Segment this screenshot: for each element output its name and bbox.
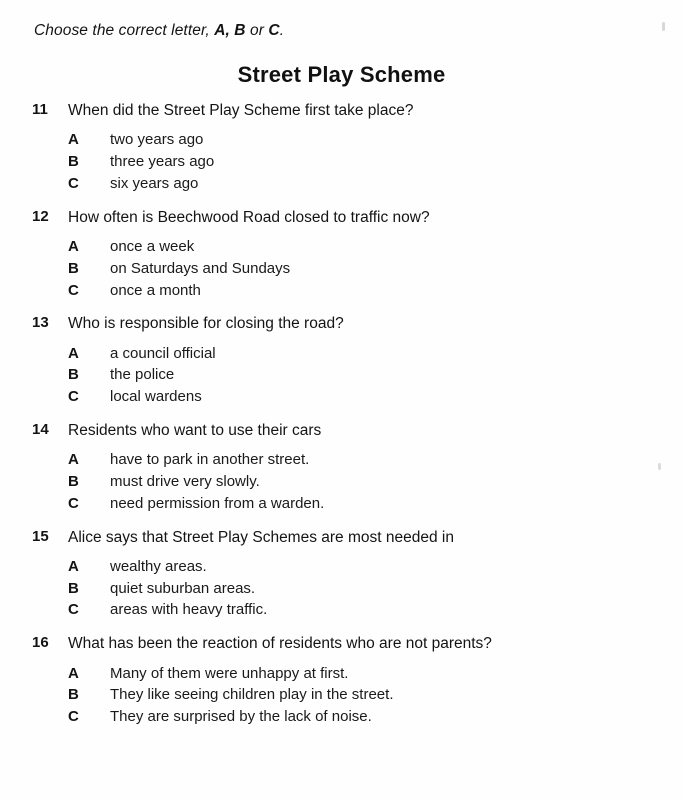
instruction-conjunction: or	[245, 22, 269, 39]
question-number: 13	[32, 314, 49, 332]
question-text: Alice says that Street Play Schemes are most needed in	[68, 528, 454, 546]
option-row[interactable]	[30, 258, 653, 280]
question-block	[30, 208, 653, 302]
option-list	[30, 556, 653, 621]
option-letter: B	[68, 259, 79, 277]
page-title: Street Play Scheme	[237, 62, 446, 87]
question-block	[30, 634, 653, 728]
question-header	[30, 101, 653, 120]
option-row[interactable]	[30, 706, 653, 728]
option-row[interactable]	[30, 493, 653, 515]
option-row[interactable]	[30, 663, 653, 685]
option-row[interactable]	[30, 471, 653, 493]
option-letter: C	[68, 494, 79, 512]
option-text: the police	[110, 366, 175, 384]
option-text: once a week	[110, 238, 195, 255]
option-text: quiet suburban areas.	[110, 579, 256, 597]
question-number: 11	[32, 101, 48, 118]
option-list	[30, 663, 653, 728]
option-letter: A	[68, 557, 79, 575]
option-letter: A	[68, 451, 79, 469]
option-text: once a month	[110, 281, 201, 299]
option-list	[30, 236, 653, 301]
question-number: 14	[32, 420, 49, 438]
option-letter: C	[68, 388, 79, 406]
option-text: local wardens	[110, 388, 202, 406]
instruction-letter-c: C	[268, 22, 280, 39]
option-text: two years ago	[110, 131, 204, 149]
option-text: areas with heavy traffic.	[110, 601, 268, 619]
question-text: Residents who want to use their cars	[68, 421, 322, 439]
option-list	[30, 449, 653, 514]
question-number: 16	[32, 634, 49, 652]
option-text: They are surprised by the lack of noise.	[110, 708, 372, 725]
option-list	[30, 129, 653, 194]
option-row[interactable]	[30, 343, 653, 365]
option-text: six years ago	[110, 174, 199, 192]
option-letter: A	[68, 238, 79, 255]
scan-artifact-top	[662, 22, 665, 31]
scan-artifact-middle	[658, 463, 661, 470]
question-block	[30, 421, 653, 515]
question-block	[30, 101, 653, 195]
option-text: Many of them were unhappy at first.	[110, 664, 349, 682]
option-letter: B	[68, 366, 79, 384]
option-row[interactable]	[30, 386, 653, 408]
instruction-letters-ab: A, B	[214, 22, 246, 39]
option-letter: C	[68, 174, 79, 192]
option-row[interactable]	[30, 173, 653, 195]
question-text: What has been the reaction of residents who are not parents?	[68, 635, 492, 653]
option-list	[30, 343, 653, 408]
option-letter: C	[68, 601, 79, 619]
option-letter: C	[68, 281, 79, 299]
option-row[interactable]	[30, 449, 653, 471]
option-text: three years ago	[110, 153, 215, 171]
option-text: on Saturdays and Sundays	[110, 259, 291, 277]
option-letter: B	[68, 579, 79, 597]
option-row[interactable]	[30, 364, 653, 386]
question-number: 15	[32, 527, 49, 545]
option-text: a council official	[110, 344, 216, 362]
option-row[interactable]	[30, 151, 653, 173]
option-row[interactable]	[30, 684, 653, 706]
option-text: They like seeing children play in the street.	[110, 686, 394, 704]
option-row[interactable]	[30, 280, 653, 302]
option-row[interactable]	[30, 129, 653, 151]
option-text: have to park in another street.	[110, 451, 310, 469]
instruction-line	[34, 22, 653, 40]
option-row[interactable]	[30, 556, 653, 578]
option-text: need permission from a warden.	[110, 494, 325, 512]
option-letter: B	[68, 473, 79, 490]
option-text: must drive very slowly.	[110, 473, 260, 490]
option-row[interactable]	[30, 599, 653, 621]
question-header	[30, 528, 653, 547]
option-letter: A	[68, 131, 79, 149]
instruction-lead: Choose the correct letter,	[34, 22, 215, 39]
question-block	[30, 528, 653, 622]
question-text: When did the Street Play Scheme first take place?	[68, 102, 414, 119]
question-text: How often is Beechwood Road closed to traffic now?	[68, 208, 430, 226]
question-header	[30, 208, 653, 227]
option-row[interactable]	[30, 578, 653, 600]
option-letter: A	[68, 664, 79, 682]
question-number: 12	[32, 207, 49, 225]
question-block	[30, 314, 653, 408]
option-letter: B	[68, 153, 79, 171]
option-letter: C	[68, 708, 79, 725]
option-row[interactable]	[30, 236, 653, 258]
instruction-period: .	[279, 22, 285, 39]
question-header	[30, 314, 653, 333]
question-header	[30, 421, 653, 440]
option-text: wealthy areas.	[110, 557, 207, 575]
question-text: Who is responsible for closing the road?	[68, 315, 344, 333]
option-letter: B	[68, 686, 79, 704]
question-header	[30, 634, 653, 653]
option-letter: A	[68, 344, 79, 362]
